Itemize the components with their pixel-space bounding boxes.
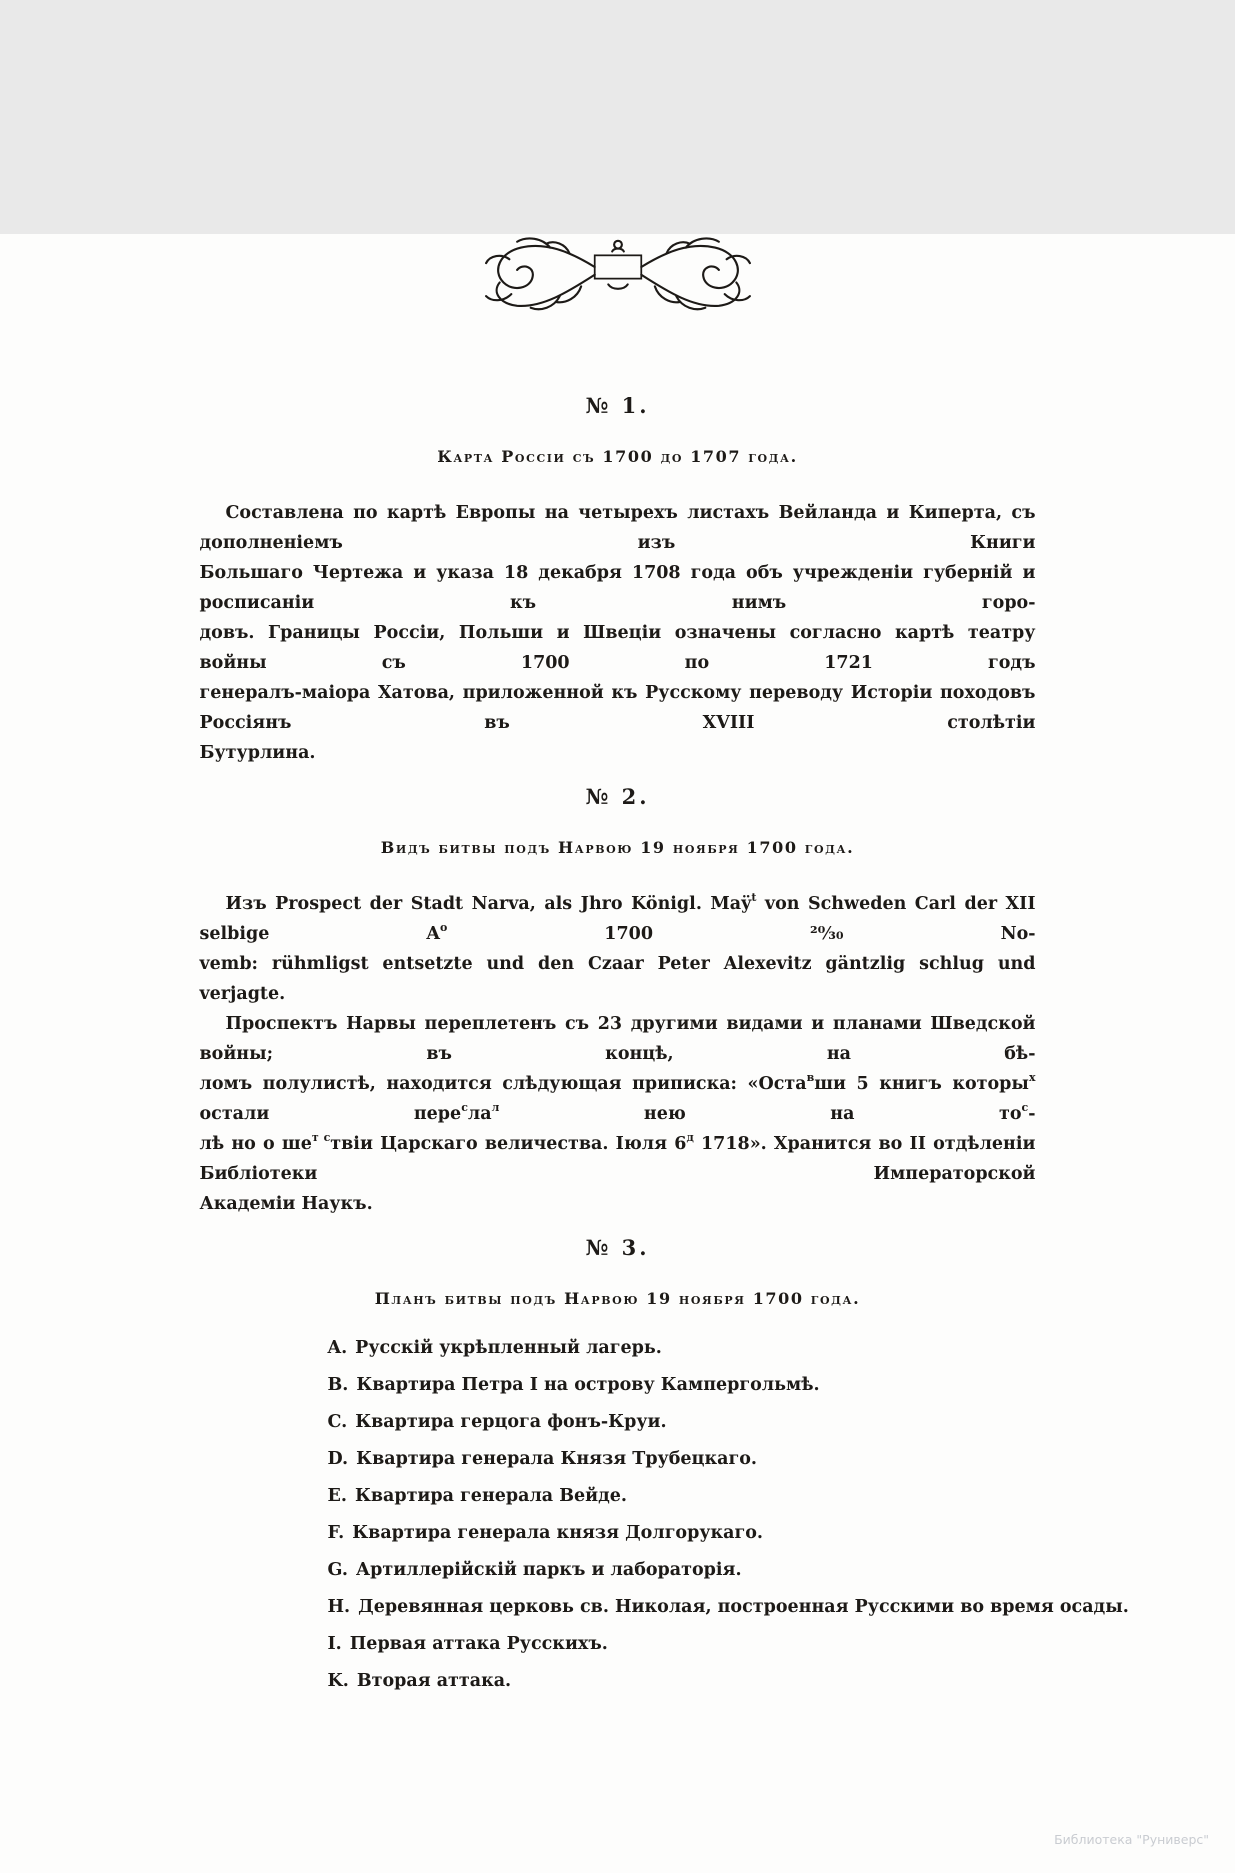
legend-item-letter: H. [327, 1597, 351, 1617]
superscript-annotation: с [461, 1101, 468, 1114]
text-segment: - [1028, 1104, 1036, 1124]
section-2 [200, 784, 1036, 1219]
text-line [200, 949, 1036, 1009]
section-3-title: Планъ битвы подъ Нарвою 19 ноября 1700 года. [374, 1289, 861, 1308]
header-ornament [453, 234, 783, 335]
legend-item [328, 1367, 1036, 1404]
text-segment: Бутурлина. [199, 743, 316, 763]
text-block [199, 234, 1129, 1700]
legend-item-letter: K. [327, 1671, 349, 1691]
section-1 [200, 393, 1036, 768]
text-line [200, 678, 1036, 738]
text-segment: Академіи Наукъ. [199, 1194, 373, 1214]
section-2-body [200, 889, 1036, 1219]
legend-item [328, 1626, 1036, 1663]
legend-item-letter: E. [327, 1486, 347, 1506]
library-watermark: Библиотека "Руниверс" [1054, 1832, 1209, 1847]
text-line [200, 738, 1036, 768]
superscript-annotation: в [806, 1071, 815, 1084]
text-segment: 1700 ²⁰⁄₃₀ No- [447, 924, 1036, 944]
section-3 [200, 1235, 1129, 1700]
legend-item-letter: A. [327, 1338, 348, 1358]
superscript-annotation: с [1021, 1101, 1029, 1114]
text-line [200, 1189, 1036, 1219]
legend-item-text: Русскій укрѣпленный лагерь. [355, 1338, 662, 1358]
legend-item-text: Квартира генерала Вейде. [354, 1486, 628, 1506]
text-segment: нею на то [499, 1104, 1022, 1124]
text-line [200, 618, 1036, 678]
superscript-annotation: т с [311, 1131, 331, 1144]
document-page [0, 234, 1235, 1873]
legend-item [327, 1589, 1129, 1626]
section-1-number: № 1. [585, 393, 650, 418]
text-segment: 1718». Хранится во II отдѣленіи Библіотеки Императорской [199, 1134, 1036, 1184]
legend-item-text: Деревянная церковь св. Николая, построенная Русскими во время осады. [358, 1597, 1129, 1617]
text-segment: Составлена по картѣ Европы на четырехъ листахъ Вейланда и Киперта, съ дополненіемъ изъ Книги [199, 503, 1036, 553]
legend-item-text: Первая аттака Русскихъ. [349, 1634, 608, 1654]
superscript-annotation: t [751, 891, 757, 904]
legend-item-text: Квартира Петра I на острову Кампергольмѣ. [356, 1375, 820, 1395]
text-segment: довъ. Границы Россіи, Польши и Швеціи означены согласно картѣ театру войны съ 1700 по 1721 годъ [199, 623, 1036, 673]
legend-item-letter: C. [327, 1412, 348, 1432]
text-segment: ла [467, 1104, 492, 1124]
legend-item-letter: B. [327, 1375, 349, 1395]
section-1-body [200, 498, 1036, 768]
text-line [200, 558, 1036, 618]
legend-item [328, 1663, 1036, 1700]
legend-item-text: Квартира герцога фонъ-Круи. [355, 1412, 667, 1432]
section-3-legend-list [327, 1330, 1129, 1700]
legend-item [328, 1552, 1036, 1589]
legend-item-letter: G. [327, 1560, 348, 1580]
text-segment: лѣ но о ше [199, 1134, 312, 1154]
superscript-annotation: х [1028, 1071, 1036, 1084]
text-line [200, 498, 1036, 558]
legend-item [328, 1404, 1036, 1441]
legend-item [328, 1515, 1036, 1552]
text-segment: ломъ полулистѣ, находится слѣдующая приписка: «Оста [199, 1074, 807, 1094]
text-segment: остали пере [199, 1104, 462, 1124]
text-segment: vemb: rühmligst entsetzte und den Czaar Peter Alexevitz gäntzlig schlug und verjagte. [199, 954, 1036, 1004]
legend-item [328, 1330, 1036, 1367]
text-line [200, 1069, 1036, 1129]
text-line [200, 1009, 1036, 1069]
flourish-icon [453, 234, 783, 331]
text-line [200, 1129, 1036, 1189]
text-segment: твіи Царскаго величества. Іюля 6 [330, 1134, 687, 1154]
text-segment: Изъ Prospect der Stadt Narva, als Jhro Königl. Maÿ [225, 894, 752, 914]
text-line [200, 889, 1036, 949]
text-segment: Проспектъ Нарвы переплетенъ съ 23 другими видами и планами Шведской войны; въ концѣ, на бѣ- [199, 1014, 1036, 1064]
text-segment: генералъ-маіора Хатова, приложенной къ Русскому переводу Исторіи походовъ Россіянъ въ XVIII столѣтіи [199, 683, 1036, 733]
superscript-annotation: o [439, 921, 448, 934]
section-2-title: Видъ битвы подъ Нарвою 19 ноября 1700 года. [380, 838, 855, 857]
legend-item-text: Вторая аттака. [356, 1671, 512, 1691]
legend-item [328, 1478, 1036, 1515]
legend-item-text: Квартира генерала князя Долгорукаго. [352, 1523, 763, 1543]
text-segment: von Schweden Carl der XII selbige A [199, 894, 1036, 944]
superscript-annotation: д [686, 1131, 694, 1144]
legend-item-letter: D. [327, 1449, 349, 1469]
text-segment: Большаго Чертежа и указа 18 декабря 1708 года объ учрежденіи губерній и росписаніи къ нимъ горо- [199, 563, 1036, 613]
legend-item-letter: I. [327, 1634, 342, 1654]
text-segment: ши 5 книгъ которы [814, 1074, 1029, 1094]
superscript-annotation: л [491, 1101, 500, 1114]
section-3-number: № 3. [585, 1235, 650, 1260]
section-1-title: Карта Россіи съ 1700 до 1707 года. [437, 447, 798, 466]
legend-item [328, 1441, 1036, 1478]
legend-item-letter: F. [327, 1523, 345, 1543]
legend-item-text: Артиллерійскій паркъ и лабораторія. [355, 1560, 742, 1580]
legend-item-text: Квартира генерала Князя Трубецкаго. [356, 1449, 757, 1469]
section-2-number: № 2. [585, 784, 650, 809]
